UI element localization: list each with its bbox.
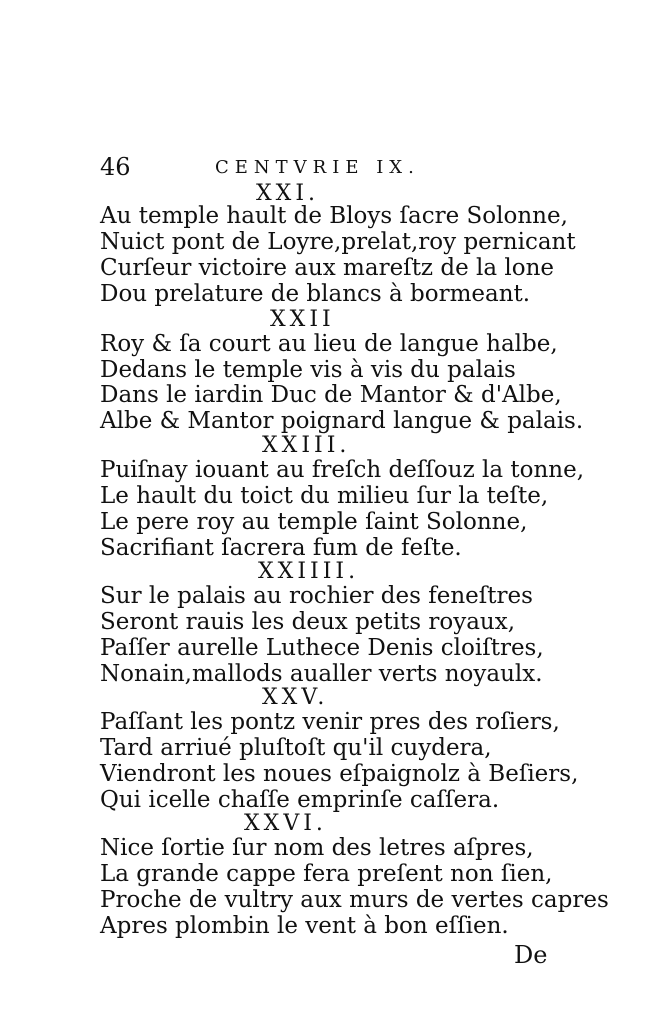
quatrain-numeral: XXI. (256, 181, 320, 206)
verse-line: Nuict pont de Loyre,prelat,roy pernicant (100, 229, 576, 255)
verse-line: Paſſer aurelle Luthece Denis cloiſtres, (100, 635, 544, 661)
catchword: De (514, 941, 548, 969)
verse-line: Puiſnay iouant au freſch deſſouz la tonne, (100, 457, 585, 483)
verse-line: Curſeur victoire aux mareſtz de la lone (100, 255, 555, 281)
verse-line: Apres plombin le vent à bon eſſien. (100, 913, 509, 939)
verse-line: Dans le iardin Duc de Mantor & d'Albe, (100, 382, 562, 408)
verse-line: Le pere roy au temple ſaint Solonne, (100, 509, 528, 535)
quatrain-numeral: XXIII. (262, 433, 351, 458)
verse-line: Seront rauis les deux petits royaux, (100, 609, 516, 635)
verse-line: Sur le palais au rochier des feneſtres (100, 583, 533, 609)
verse-line: Proche de vultry aux murs de vertes capres (100, 887, 609, 913)
verse-line: Sacrifiant ſacrera fum de feſte. (100, 535, 462, 561)
verse-line: Albe & Mantor poignard langue & palais. (100, 408, 584, 434)
verse-line: Nonain,mallods aualler verts noyaulx. (100, 661, 543, 687)
verse-line: Roy & ſa court au lieu de langue halbe, (100, 331, 558, 357)
verse-line: La grande cappe fera preſent non ſien, (100, 861, 553, 887)
verse-line: Nice ſortie ſur nom des letres aſpres, (100, 835, 534, 861)
verse-line: Au temple hault de Bloys ſacre Solonne, (100, 203, 568, 229)
quatrain-numeral: XXIIII. (258, 559, 360, 584)
running-head: CENTVRIE IX. (215, 157, 420, 178)
verse-line: Dedans le temple vis à vis du palais (100, 357, 516, 383)
verse-line: Tard arriué pluſtoſt qu'il cuydera, (100, 735, 492, 761)
page-number: 46 (100, 153, 131, 181)
verse-line: Le hault du toict du milieu ſur la teſte, (100, 483, 549, 509)
verse-line: Dou prelature de blancs à bormeant. (100, 281, 531, 307)
quatrain-numeral: XXV. (262, 685, 329, 710)
verse-line: Paſſant les pontz venir pres des roſiers, (100, 709, 560, 735)
verse-line: Qui icelle chaſſe emprinſe caſſera. (100, 787, 500, 813)
quatrain-numeral: XXII (270, 307, 335, 332)
verse-line: Viendront les noues eſpaignolz à Beſiers, (100, 761, 579, 787)
quatrain-numeral: XXVI. (244, 811, 327, 836)
